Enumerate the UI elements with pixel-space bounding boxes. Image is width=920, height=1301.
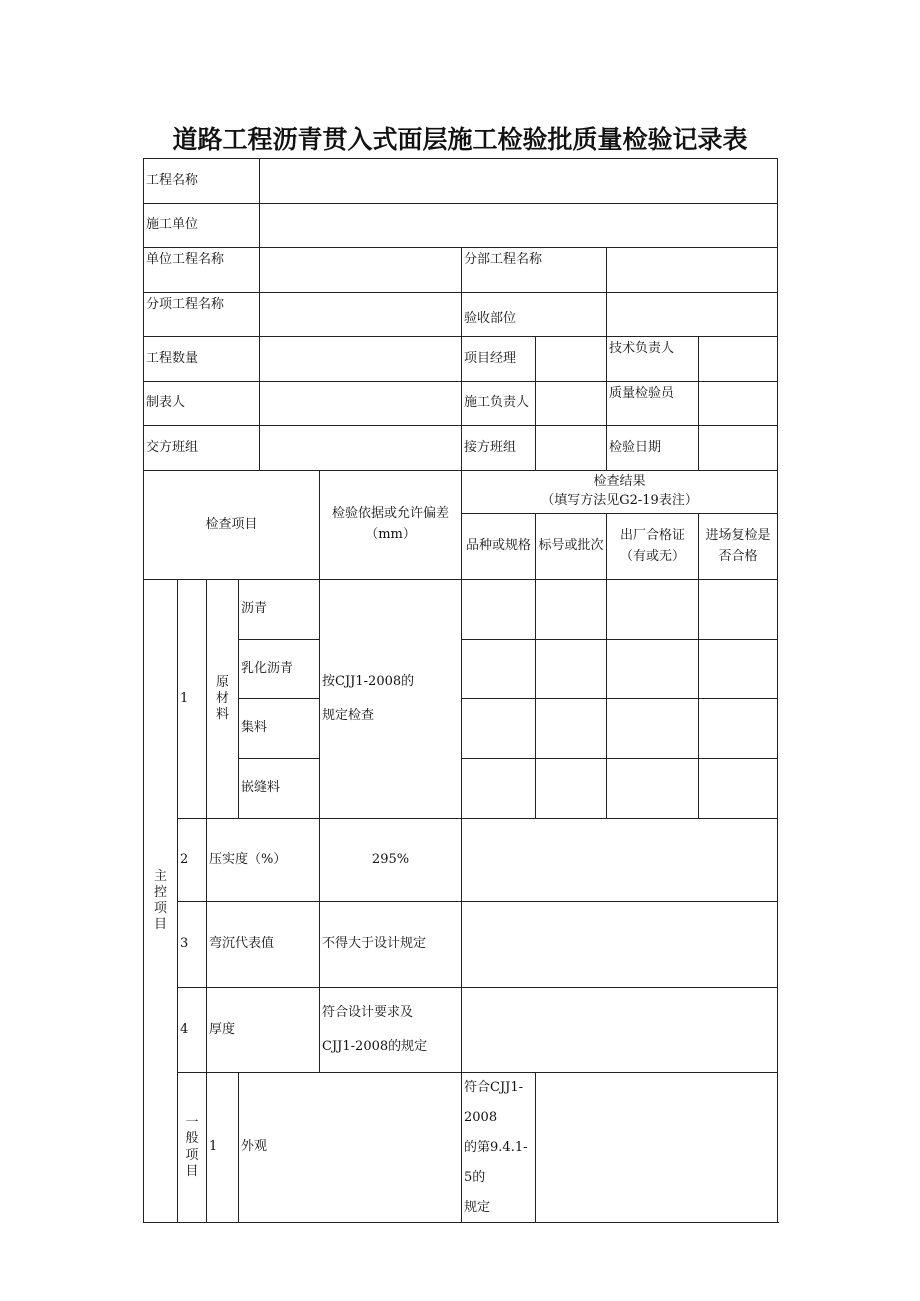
compaction-basis: 295% <box>320 819 462 902</box>
basis-header-text: 检验依据或允许偏差 <box>332 506 450 522</box>
result-cell[interactable] <box>607 759 699 819</box>
certificate-header: 出厂合格证（有或无） <box>607 514 699 580</box>
raw-material-label <box>207 580 239 819</box>
thickness-name: 厚度 <box>207 988 320 1073</box>
compaction-result[interactable] <box>462 819 778 902</box>
appearance-basis <box>462 1073 536 1223</box>
basis-header <box>320 471 462 580</box>
inspection-date-field[interactable] <box>699 426 778 471</box>
result-cell[interactable] <box>536 759 607 819</box>
deflection-basis: 不得大于设计规定 <box>320 902 462 988</box>
quantity-field[interactable] <box>260 337 462 382</box>
general-label-text: 一般项目 <box>185 1115 199 1179</box>
batch-header: 标号或批次 <box>536 514 607 580</box>
deflection-no: 3 <box>178 902 207 988</box>
acceptance-part-field[interactable] <box>607 293 778 337</box>
sub-project-field[interactable] <box>607 248 778 293</box>
page-title: 道路工程沥青贯入式面层施工检验批质量检验记录表 <box>172 125 748 154</box>
contractor-field[interactable] <box>260 204 778 248</box>
unit-project-label: 单位工程名称 <box>144 248 260 293</box>
construction-lead-label: 施工负责人 <box>462 382 536 426</box>
result-cell[interactable] <box>536 699 607 759</box>
result-cell[interactable] <box>699 759 778 819</box>
handover-team-field[interactable] <box>260 426 462 471</box>
material-aggregate: 集料 <box>239 699 320 759</box>
handover-team-label: 交方班组 <box>144 426 260 471</box>
check-item-header: 检查项目 <box>144 471 320 580</box>
sub-project-label: 分部工程名称 <box>462 248 607 293</box>
tabulator-label: 制表人 <box>144 382 260 426</box>
project-name-label: 工程名称 <box>144 159 260 204</box>
unit-project-field[interactable] <box>260 248 462 293</box>
result-cell[interactable] <box>699 699 778 759</box>
raw-material-basis <box>320 580 462 819</box>
result-header-note: （填写方法见G2-19表注） <box>541 493 698 508</box>
appearance-no: 1 <box>207 1073 239 1223</box>
result-cell[interactable] <box>607 580 699 640</box>
result-cell[interactable] <box>536 640 607 699</box>
inspection-date-label: 检验日期 <box>607 426 699 471</box>
result-cell[interactable] <box>699 640 778 699</box>
result-cell[interactable] <box>462 580 536 640</box>
quantity-label: 工程数量 <box>144 337 260 382</box>
appearance-basis-line3: 规定 <box>464 1199 491 1215</box>
appearance-name: 外观 <box>239 1073 462 1223</box>
project-manager-label: 项目经理 <box>462 337 536 382</box>
main-control-label <box>144 580 178 1223</box>
compaction-no: 2 <box>178 819 207 902</box>
material-joint-filler: 嵌缝料 <box>239 759 320 819</box>
appearance-result[interactable] <box>536 1073 778 1223</box>
variety-header: 品种或规格 <box>462 514 536 580</box>
item-project-label: 分项工程名称 <box>144 293 260 337</box>
result-cell[interactable] <box>462 699 536 759</box>
material-asphalt: 沥青 <box>239 580 320 640</box>
thickness-basis <box>320 988 462 1073</box>
result-header <box>462 471 778 514</box>
result-header-text: 检查结果 <box>593 474 646 490</box>
result-cell[interactable] <box>536 580 607 640</box>
raw-material-no: 1 <box>178 580 207 819</box>
thickness-result[interactable] <box>462 988 778 1073</box>
raw-material-basis-line1: 按CJJ1-2008的 <box>322 674 415 690</box>
item-project-field[interactable] <box>260 293 462 337</box>
deflection-result[interactable] <box>462 902 778 988</box>
recheck-header: 进场复检是否合格 <box>699 514 778 580</box>
thickness-basis-line1: 符合设计要求及 <box>322 1005 414 1021</box>
main-control-label-text: 主控项目 <box>154 868 168 933</box>
tech-lead-field[interactable] <box>699 337 778 382</box>
receiving-team-label: 接方班组 <box>462 426 536 471</box>
appearance-basis-line2: 的第9.4.1-5的 <box>464 1139 528 1185</box>
compaction-name: 压实度（%） <box>207 819 320 902</box>
basis-header-unit: （mm） <box>365 527 416 542</box>
thickness-basis-line2: CJJ1-2008的规定 <box>322 1039 428 1054</box>
material-emulsified-asphalt: 乳化沥青 <box>239 640 320 699</box>
project-manager-field[interactable] <box>536 337 607 382</box>
appearance-basis-line1: 符合CJJ1-2008 <box>464 1080 524 1125</box>
quality-inspector-label: 质量检验员 <box>607 382 699 426</box>
tech-lead-label: 技术负责人 <box>607 337 699 382</box>
contractor-label: 施工单位 <box>144 204 260 248</box>
receiving-team-field[interactable] <box>536 426 607 471</box>
deflection-name: 弯沉代表值 <box>207 902 320 988</box>
result-cell[interactable] <box>699 580 778 640</box>
inspection-record-table <box>143 158 778 1223</box>
result-cell[interactable] <box>462 759 536 819</box>
result-cell[interactable] <box>607 640 699 699</box>
raw-material-basis-line2: 规定检查 <box>322 708 375 723</box>
thickness-no: 4 <box>178 988 207 1073</box>
project-name-field[interactable] <box>260 159 778 204</box>
general-label <box>178 1073 207 1223</box>
construction-lead-field[interactable] <box>536 382 607 426</box>
result-cell[interactable] <box>462 640 536 699</box>
raw-material-label-text: 原材料 <box>216 674 230 723</box>
acceptance-part-label: 验收部位 <box>462 293 607 337</box>
quality-inspector-field[interactable] <box>699 382 778 426</box>
result-cell[interactable] <box>607 699 699 759</box>
tabulator-field[interactable] <box>260 382 462 426</box>
